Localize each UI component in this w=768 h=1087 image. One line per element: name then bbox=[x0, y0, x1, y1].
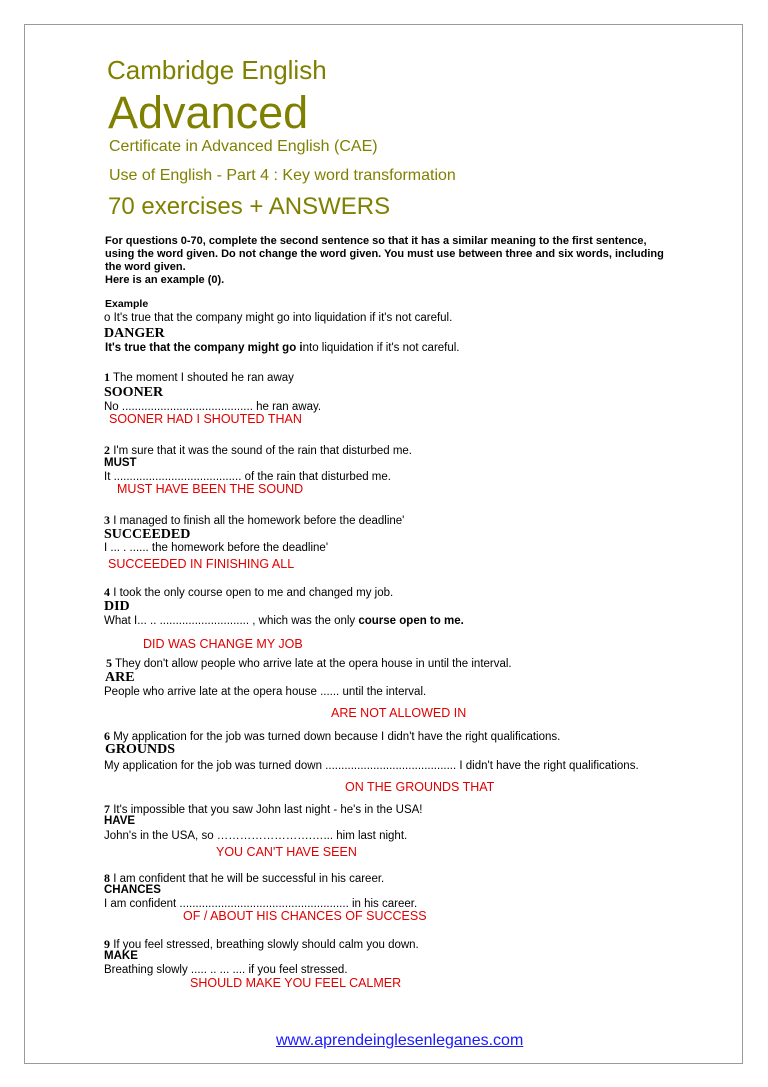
exercise-4-gap-text: What I... .. ............................ , which was the only bbox=[104, 615, 359, 627]
exercise-6-number: 6 bbox=[104, 729, 110, 743]
exercise-2-keyword: MUST bbox=[104, 457, 137, 469]
exercise-4-number: 4 bbox=[104, 585, 110, 599]
exercise-6-gap: My application for the job was turned down ......................................... I didn't have the right qualifications. bbox=[104, 760, 639, 772]
exercise-9-sentence bbox=[104, 937, 419, 952]
example-answer bbox=[105, 342, 460, 354]
exercise-4-answer: DID WAS CHANGE MY JOB bbox=[143, 637, 303, 651]
header-advanced: Advanced bbox=[108, 87, 309, 138]
exercise-4-keyword: DID bbox=[104, 599, 130, 614]
exercise-5-keyword: ARE bbox=[105, 670, 135, 685]
exercise-7-text: It's impossible that you saw John last night - he's in the USA! bbox=[113, 804, 423, 816]
header-certificate: Certificate in Advanced English (CAE) bbox=[109, 138, 378, 155]
exercise-8-answer: OF / ABOUT HIS CHANCES OF SUCCESS bbox=[183, 909, 427, 923]
exercise-7-keyword: HAVE bbox=[104, 815, 136, 827]
header-part-title: Use of English - Part 4 : Key word transformation bbox=[109, 167, 456, 184]
example-answer-bold: It's true that the company might go i bbox=[105, 342, 303, 354]
exercise-3-text: I managed to finish all the homework before the deadline' bbox=[113, 515, 405, 527]
exercise-4-gap-bold: course open to me. bbox=[358, 615, 464, 627]
exercise-7-answer: YOU CAN'T HAVE SEEN bbox=[216, 845, 357, 859]
exercise-3-sentence bbox=[104, 513, 404, 528]
header-cambridge-english: Cambridge English bbox=[107, 55, 327, 85]
instructions-line-3: the word given. bbox=[105, 261, 186, 273]
instructions-line-4: Here is an example (0). bbox=[105, 274, 225, 286]
exercise-1-gap: No ......................................... he ran away. bbox=[104, 401, 322, 413]
exercise-5-text: They don't allow people who arrive late at the opera house in until the interval. bbox=[115, 658, 512, 670]
exercise-1-number: 1 bbox=[104, 370, 110, 384]
exercise-2-text: I'm sure that it was the sound of the rain that disturbed me. bbox=[113, 445, 413, 457]
header-exercises-count: 70 exercises + ANSWERS bbox=[108, 193, 391, 220]
exercise-7-gap: John's in the USA, so …………………….…... him last night. bbox=[104, 830, 408, 842]
exercise-5-gap: People who arrive late at the opera house ...... until the interval. bbox=[104, 686, 427, 698]
exercise-8-number: 8 bbox=[104, 871, 110, 885]
exercise-1-keyword: SOONER bbox=[104, 385, 164, 400]
exercise-4-text: I took the only course open to me and changed my job. bbox=[113, 587, 394, 599]
exercise-6-answer: ON THE GROUNDS THAT bbox=[345, 780, 495, 794]
exercise-5-sentence bbox=[106, 656, 512, 671]
example-sentence: o It's true that the company might go into liquidation if it's not careful. bbox=[104, 312, 453, 324]
exercise-3-number: 3 bbox=[104, 513, 110, 527]
exercise-1-sentence bbox=[104, 370, 294, 385]
exercise-7-sentence bbox=[104, 802, 423, 817]
exercise-9-gap: Breathing slowly ..... .. ... .... if you feel stressed. bbox=[104, 964, 348, 976]
exercise-8-keyword: CHANCES bbox=[104, 884, 161, 896]
exercise-3-answer: SUCCEEDED IN FINISHING ALL bbox=[108, 557, 295, 571]
example-label: Example bbox=[105, 298, 149, 310]
instructions-line-1: For questions 0-70, complete the second sentence so that it has a similar meaning to the first sentence, bbox=[105, 235, 647, 247]
exercise-1-text: The moment I shouted he ran away bbox=[113, 372, 294, 384]
example-keyword: DANGER bbox=[104, 326, 165, 341]
exercise-2-gap: It ........................................ of the rain that disturbed me. bbox=[104, 471, 391, 483]
exercise-4-gap bbox=[104, 615, 464, 627]
exercise-2-answer: MUST HAVE BEEN THE SOUND bbox=[117, 482, 304, 496]
exercise-5-answer: ARE NOT ALLOWED IN bbox=[331, 706, 467, 720]
exercise-8-text: I am confident that he will be successful in his career. bbox=[113, 873, 385, 885]
exercise-6-keyword: GROUNDS bbox=[105, 742, 176, 757]
exercise-2-number: 2 bbox=[104, 443, 110, 457]
exercise-9-text: If you feel stressed, breathing slowly should calm you down. bbox=[113, 939, 419, 951]
exercise-9-keyword: MAKE bbox=[104, 950, 138, 962]
instructions-line-2: using the word given. Do not change the word given. You must use between three and six words, including bbox=[105, 248, 664, 260]
exercise-4-sentence bbox=[104, 585, 393, 600]
exercise-9-number: 9 bbox=[104, 937, 110, 951]
exercise-1-answer: SOONER HAD I SHOUTED THAN bbox=[109, 412, 302, 426]
example-answer-rest: nto liquidation if it's not careful. bbox=[302, 342, 460, 354]
exercise-7-number: 7 bbox=[104, 802, 110, 816]
exercise-9-answer: SHOULD MAKE YOU FEEL CALMER bbox=[190, 976, 402, 990]
exercise-6-text: My application for the job was turned down because I didn't have the right qualifications. bbox=[113, 731, 561, 743]
exercise-2-sentence bbox=[104, 443, 412, 458]
exercise-8-gap: I am confident ..................................................... in his career. bbox=[104, 898, 418, 910]
exercise-3-gap: I ... . ...... the homework before the deadline' bbox=[104, 542, 329, 554]
footer-website-link[interactable]: www.aprendeinglesenleganes.com bbox=[276, 1032, 524, 1049]
exercise-5-number: 5 bbox=[106, 656, 112, 670]
exercise-3-keyword: SUCCEEDED bbox=[104, 527, 191, 542]
